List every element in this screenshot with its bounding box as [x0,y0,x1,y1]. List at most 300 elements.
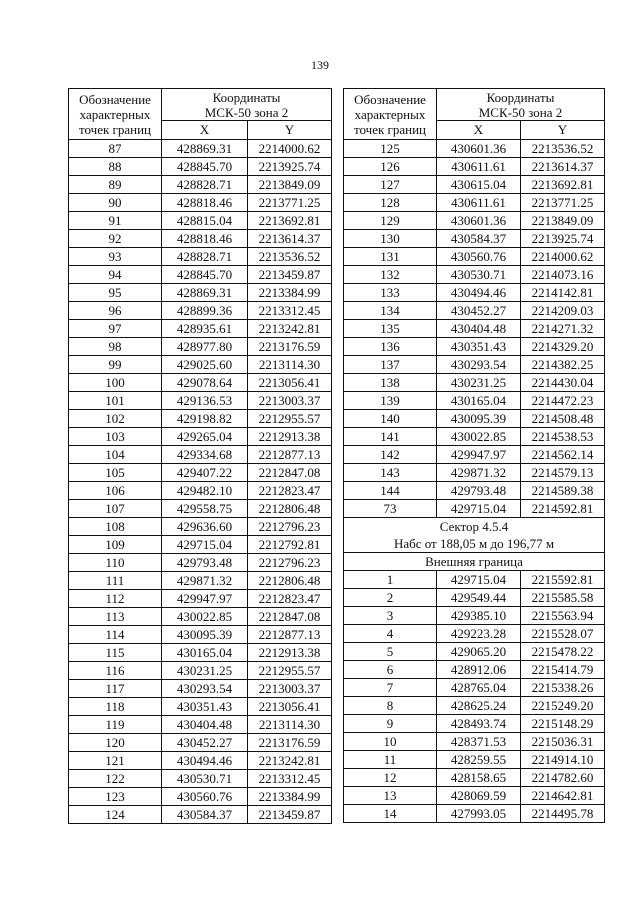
table-row [69,284,332,302]
point-id-cell: 73 [344,500,437,518]
x-coordinate-cell: 430611.61 [437,194,521,212]
y-coordinate-cell: 2214592.81 [521,500,605,518]
point-id-cell: 8 [344,697,437,715]
table-row [69,302,332,320]
point-id-cell: 95 [69,284,162,302]
point-id-cell: 123 [69,788,162,806]
left-table-body [69,140,332,824]
table-row [344,356,605,374]
point-id-cell: 120 [69,734,162,752]
point-id-cell: 14 [344,805,437,823]
point-id-cell: 140 [344,410,437,428]
y-coordinate-cell: 2212806.48 [248,572,332,590]
table-row [69,320,332,338]
header-coordinates: Координаты МСК-50 зона 2 [162,89,332,121]
y-coordinate-cell: 2213536.52 [521,140,605,158]
x-coordinate-cell: 430560.76 [437,248,521,266]
x-coordinate-cell: 427993.05 [437,805,521,823]
x-coordinate-cell: 430601.36 [437,212,521,230]
table-row [69,356,332,374]
y-coordinate-cell: 2213312.45 [248,770,332,788]
point-id-cell: 91 [69,212,162,230]
x-coordinate-cell: 430022.85 [162,608,248,626]
point-id-cell: 113 [69,608,162,626]
x-coordinate-cell: 428625.24 [437,697,521,715]
point-id-cell: 112 [69,590,162,608]
x-coordinate-cell: 429947.97 [162,590,248,608]
y-coordinate-cell: 2213536.52 [248,248,332,266]
y-coordinate-cell: 2213849.09 [521,212,605,230]
y-coordinate-cell: 2213114.30 [248,356,332,374]
y-coordinate-cell: 2215148.29 [521,715,605,733]
x-coordinate-cell: 429715.04 [162,536,248,554]
header-point-designation: Обозначение характерных точек границ [344,89,437,140]
x-coordinate-cell: 430560.76 [162,788,248,806]
x-coordinate-cell: 428828.71 [162,176,248,194]
x-coordinate-cell: 429558.75 [162,500,248,518]
x-coordinate-cell: 430095.39 [162,626,248,644]
x-coordinate-cell: 429871.32 [162,572,248,590]
y-coordinate-cell: 2214562.14 [521,446,605,464]
y-coordinate-cell: 2214271.32 [521,320,605,338]
point-id-cell: 134 [344,302,437,320]
y-coordinate-cell: 2214538.53 [521,428,605,446]
x-coordinate-cell: 430404.48 [162,716,248,734]
x-coordinate-cell: 428977.80 [162,338,248,356]
table-row [69,788,332,806]
y-coordinate-cell: 2213925.74 [248,158,332,176]
table-row [69,770,332,788]
x-coordinate-cell: 428158.65 [437,769,521,787]
point-id-cell: 105 [69,464,162,482]
point-id-cell: 124 [69,806,162,824]
table-row [69,572,332,590]
table-row [344,446,605,464]
y-coordinate-cell: 2215478.22 [521,643,605,661]
table-row [69,626,332,644]
x-coordinate-cell: 429407.22 [162,464,248,482]
x-coordinate-cell: 430231.25 [162,662,248,680]
y-coordinate-cell: 2212955.57 [248,410,332,428]
table-row [344,715,605,733]
x-coordinate-cell: 428818.46 [162,194,248,212]
point-id-cell: 2 [344,589,437,607]
table-row [344,643,605,661]
point-id-cell: 1 [344,571,437,589]
x-coordinate-cell: 429715.04 [437,571,521,589]
x-coordinate-cell: 430584.37 [437,230,521,248]
point-id-cell: 92 [69,230,162,248]
point-id-cell: 109 [69,536,162,554]
table-row [69,446,332,464]
x-coordinate-cell: 430293.54 [437,356,521,374]
point-id-cell: 144 [344,482,437,500]
sector-title: Сектор 4.5.4 [439,519,509,534]
x-coordinate-cell: 430615.04 [437,176,521,194]
table-row [69,338,332,356]
y-coordinate-cell: 2214508.48 [521,410,605,428]
y-coordinate-cell: 2214329.20 [521,338,605,356]
point-id-cell: 97 [69,320,162,338]
point-id-cell: 110 [69,554,162,572]
x-coordinate-cell: 430165.04 [437,392,521,410]
y-coordinate-cell: 2213176.59 [248,734,332,752]
point-id-cell: 100 [69,374,162,392]
table-row [344,176,605,194]
table-row [344,320,605,338]
table-row [69,212,332,230]
header-x: X [162,121,248,140]
point-id-cell: 88 [69,158,162,176]
x-coordinate-cell: 428371.53 [437,733,521,751]
x-coordinate-cell: 429198.82 [162,410,248,428]
table-row [69,680,332,698]
x-coordinate-cell: 430293.54 [162,680,248,698]
x-coordinate-cell: 430022.85 [437,428,521,446]
point-id-cell: 135 [344,320,437,338]
point-id-cell: 99 [69,356,162,374]
y-coordinate-cell: 2215338.26 [521,679,605,697]
point-id-cell: 13 [344,787,437,805]
table-row [69,734,332,752]
point-id-cell: 4 [344,625,437,643]
table-row [344,769,605,787]
x-coordinate-cell: 430611.61 [437,158,521,176]
table-row [69,590,332,608]
x-coordinate-cell: 430231.25 [437,374,521,392]
y-coordinate-cell: 2213384.99 [248,788,332,806]
table-row [69,500,332,518]
point-id-cell: 115 [69,644,162,662]
table-row [69,230,332,248]
header-coordinates: Координаты МСК-50 зона 2 [437,89,605,121]
header-x: X [437,121,521,140]
table-row [344,607,605,625]
boundary-label: Внешняя граница [344,553,605,571]
y-coordinate-cell: 2213692.81 [248,212,332,230]
table-row [344,571,605,589]
table-row [69,464,332,482]
y-coordinate-cell: 2214209.03 [521,302,605,320]
x-coordinate-cell: 430452.27 [162,734,248,752]
y-coordinate-cell: 2214000.62 [248,140,332,158]
table-row [344,338,605,356]
x-coordinate-cell: 429793.48 [162,554,248,572]
point-id-cell: 117 [69,680,162,698]
point-id-cell: 118 [69,698,162,716]
x-coordinate-cell: 428069.59 [437,787,521,805]
y-coordinate-cell: 2212823.47 [248,482,332,500]
x-coordinate-cell: 428765.04 [437,679,521,697]
y-coordinate-cell: 2213771.25 [521,194,605,212]
table-row [344,697,605,715]
y-coordinate-cell: 2214382.25 [521,356,605,374]
x-coordinate-cell: 430165.04 [162,644,248,662]
x-coordinate-cell: 429065.20 [437,643,521,661]
y-coordinate-cell: 2214589.38 [521,482,605,500]
x-coordinate-cell: 428828.71 [162,248,248,266]
x-coordinate-cell: 430095.39 [437,410,521,428]
x-coordinate-cell: 429223.28 [437,625,521,643]
point-id-cell: 103 [69,428,162,446]
x-coordinate-cell: 429334.68 [162,446,248,464]
x-coordinate-cell: 428815.04 [162,212,248,230]
point-id-cell: 93 [69,248,162,266]
x-coordinate-cell: 429793.48 [437,482,521,500]
y-coordinate-cell: 2214472.23 [521,392,605,410]
table-row [69,698,332,716]
point-id-cell: 121 [69,752,162,770]
y-coordinate-cell: 2212877.13 [248,446,332,464]
x-coordinate-cell: 428259.55 [437,751,521,769]
header-point-designation: Обозначение характерных точек границ [69,89,162,140]
point-id-cell: 12 [344,769,437,787]
point-id-cell: 141 [344,428,437,446]
table-row [69,392,332,410]
y-coordinate-cell: 2214430.04 [521,374,605,392]
table-row [69,482,332,500]
point-id-cell: 101 [69,392,162,410]
y-coordinate-cell: 2215528.07 [521,625,605,643]
y-coordinate-cell: 2213242.81 [248,320,332,338]
y-coordinate-cell: 2212847.08 [248,464,332,482]
point-id-cell: 6 [344,661,437,679]
table-row [344,302,605,320]
x-coordinate-cell: 429549.44 [437,589,521,607]
y-coordinate-cell: 2214579.13 [521,464,605,482]
y-coordinate-cell: 2215592.81 [521,571,605,589]
table-row [344,500,605,518]
y-coordinate-cell: 2213692.81 [521,176,605,194]
y-coordinate-cell: 2213056.41 [248,698,332,716]
y-coordinate-cell: 2215585.58 [521,589,605,607]
point-id-cell: 7 [344,679,437,697]
x-coordinate-cell: 430530.71 [162,770,248,788]
x-coordinate-cell: 429025.60 [162,356,248,374]
point-id-cell: 122 [69,770,162,788]
x-coordinate-cell: 428899.36 [162,302,248,320]
point-id-cell: 104 [69,446,162,464]
point-id-cell: 102 [69,410,162,428]
y-coordinate-cell: 2213003.37 [248,392,332,410]
point-id-cell: 3 [344,607,437,625]
x-coordinate-cell: 428869.31 [162,140,248,158]
table-row [344,787,605,805]
y-coordinate-cell: 2212913.38 [248,428,332,446]
coordinates-table-right [343,88,605,823]
point-id-cell: 128 [344,194,437,212]
y-coordinate-cell: 2214782.60 [521,769,605,787]
point-id-cell: 125 [344,140,437,158]
y-coordinate-cell: 2214142.81 [521,284,605,302]
y-coordinate-cell: 2212823.47 [248,590,332,608]
y-coordinate-cell: 2213614.37 [521,158,605,176]
point-id-cell: 106 [69,482,162,500]
table-row [344,625,605,643]
table-row [69,554,332,572]
sector-table-body [344,571,605,823]
y-coordinate-cell: 2213056.41 [248,374,332,392]
point-id-cell: 138 [344,374,437,392]
table-row [69,176,332,194]
table-row [69,536,332,554]
table-row [344,751,605,769]
y-coordinate-cell: 2213242.81 [248,752,332,770]
table-row [344,230,605,248]
table-row [344,392,605,410]
table-row [344,374,605,392]
x-coordinate-cell: 429136.53 [162,392,248,410]
coordinates-table-left [68,88,332,824]
x-coordinate-cell: 430601.36 [437,140,521,158]
point-id-cell: 98 [69,338,162,356]
table-row [69,518,332,536]
point-id-cell: 127 [344,176,437,194]
table-row [344,140,605,158]
y-coordinate-cell: 2212792.81 [248,536,332,554]
x-coordinate-cell: 428818.46 [162,230,248,248]
point-id-cell: 96 [69,302,162,320]
y-coordinate-cell: 2215036.31 [521,733,605,751]
x-coordinate-cell: 428845.70 [162,266,248,284]
table-row [69,374,332,392]
y-coordinate-cell: 2212806.48 [248,500,332,518]
y-coordinate-cell: 2212877.13 [248,626,332,644]
table-row [69,140,332,158]
point-id-cell: 129 [344,212,437,230]
y-coordinate-cell: 2213771.25 [248,194,332,212]
point-id-cell: 142 [344,446,437,464]
y-coordinate-cell: 2212913.38 [248,644,332,662]
table-row [344,158,605,176]
y-coordinate-cell: 2212796.23 [248,554,332,572]
x-coordinate-cell: 428845.70 [162,158,248,176]
x-coordinate-cell: 430404.48 [437,320,521,338]
point-id-cell: 5 [344,643,437,661]
y-coordinate-cell: 2214073.16 [521,266,605,284]
table-row [69,662,332,680]
table-row [344,661,605,679]
table-row [69,752,332,770]
x-coordinate-cell: 430530.71 [437,266,521,284]
table-row [69,716,332,734]
y-coordinate-cell: 2213176.59 [248,338,332,356]
point-id-cell: 87 [69,140,162,158]
point-id-cell: 89 [69,176,162,194]
y-coordinate-cell: 2214495.78 [521,805,605,823]
point-id-cell: 143 [344,464,437,482]
point-id-cell: 90 [69,194,162,212]
y-coordinate-cell: 2213003.37 [248,680,332,698]
x-coordinate-cell: 430494.46 [162,752,248,770]
point-id-cell: 10 [344,733,437,751]
point-id-cell: 111 [69,572,162,590]
table-row [69,194,332,212]
y-coordinate-cell: 2213459.87 [248,266,332,284]
y-coordinate-cell: 2215249.20 [521,697,605,715]
sector-height-range: Набс от 188,05 м до 196,77 м [393,536,555,551]
y-coordinate-cell: 2213459.87 [248,806,332,824]
table-row [69,644,332,662]
y-coordinate-cell: 2212955.57 [248,662,332,680]
point-id-cell: 116 [69,662,162,680]
table-row [344,410,605,428]
table-row [344,212,605,230]
table-row [69,266,332,284]
x-coordinate-cell: 429385.10 [437,607,521,625]
table-row [69,158,332,176]
y-coordinate-cell: 2213849.09 [248,176,332,194]
sector-header [344,518,605,571]
point-id-cell: 137 [344,356,437,374]
table-row [69,428,332,446]
x-coordinate-cell: 428493.74 [437,715,521,733]
x-coordinate-cell: 429265.04 [162,428,248,446]
table-row [69,248,332,266]
y-coordinate-cell: 2215563.94 [521,607,605,625]
table-row [344,428,605,446]
sector-title-cell [344,518,605,553]
x-coordinate-cell: 428935.61 [162,320,248,338]
y-coordinate-cell: 2215414.79 [521,661,605,679]
table-row [344,284,605,302]
point-id-cell: 114 [69,626,162,644]
table-row [344,805,605,823]
table-row [344,266,605,284]
table-row [69,410,332,428]
right-table-body [344,140,605,518]
table-row [344,733,605,751]
header-y: Y [521,121,605,140]
y-coordinate-cell: 2213925.74 [521,230,605,248]
point-id-cell: 130 [344,230,437,248]
table-row [344,194,605,212]
page-number: 139 [311,58,329,72]
x-coordinate-cell: 429715.04 [437,500,521,518]
point-id-cell: 119 [69,716,162,734]
point-id-cell: 131 [344,248,437,266]
point-id-cell: 108 [69,518,162,536]
x-coordinate-cell: 429871.32 [437,464,521,482]
header-y: Y [248,121,332,140]
table-row [344,464,605,482]
point-id-cell: 94 [69,266,162,284]
table-row [69,608,332,626]
y-coordinate-cell: 2213312.45 [248,302,332,320]
table-row [344,248,605,266]
x-coordinate-cell: 430351.43 [437,338,521,356]
x-coordinate-cell: 428912.06 [437,661,521,679]
y-coordinate-cell: 2214914.10 [521,751,605,769]
x-coordinate-cell: 429078.64 [162,374,248,392]
x-coordinate-cell: 429636.60 [162,518,248,536]
x-coordinate-cell: 429482.10 [162,482,248,500]
x-coordinate-cell: 430584.37 [162,806,248,824]
y-coordinate-cell: 2214000.62 [521,248,605,266]
y-coordinate-cell: 2212796.23 [248,518,332,536]
x-coordinate-cell: 430494.46 [437,284,521,302]
table-row [69,806,332,824]
x-coordinate-cell: 430452.27 [437,302,521,320]
point-id-cell: 133 [344,284,437,302]
y-coordinate-cell: 2213614.37 [248,230,332,248]
x-coordinate-cell: 430351.43 [162,698,248,716]
y-coordinate-cell: 2213384.99 [248,284,332,302]
point-id-cell: 126 [344,158,437,176]
x-coordinate-cell: 428869.31 [162,284,248,302]
point-id-cell: 139 [344,392,437,410]
table-row [344,589,605,607]
